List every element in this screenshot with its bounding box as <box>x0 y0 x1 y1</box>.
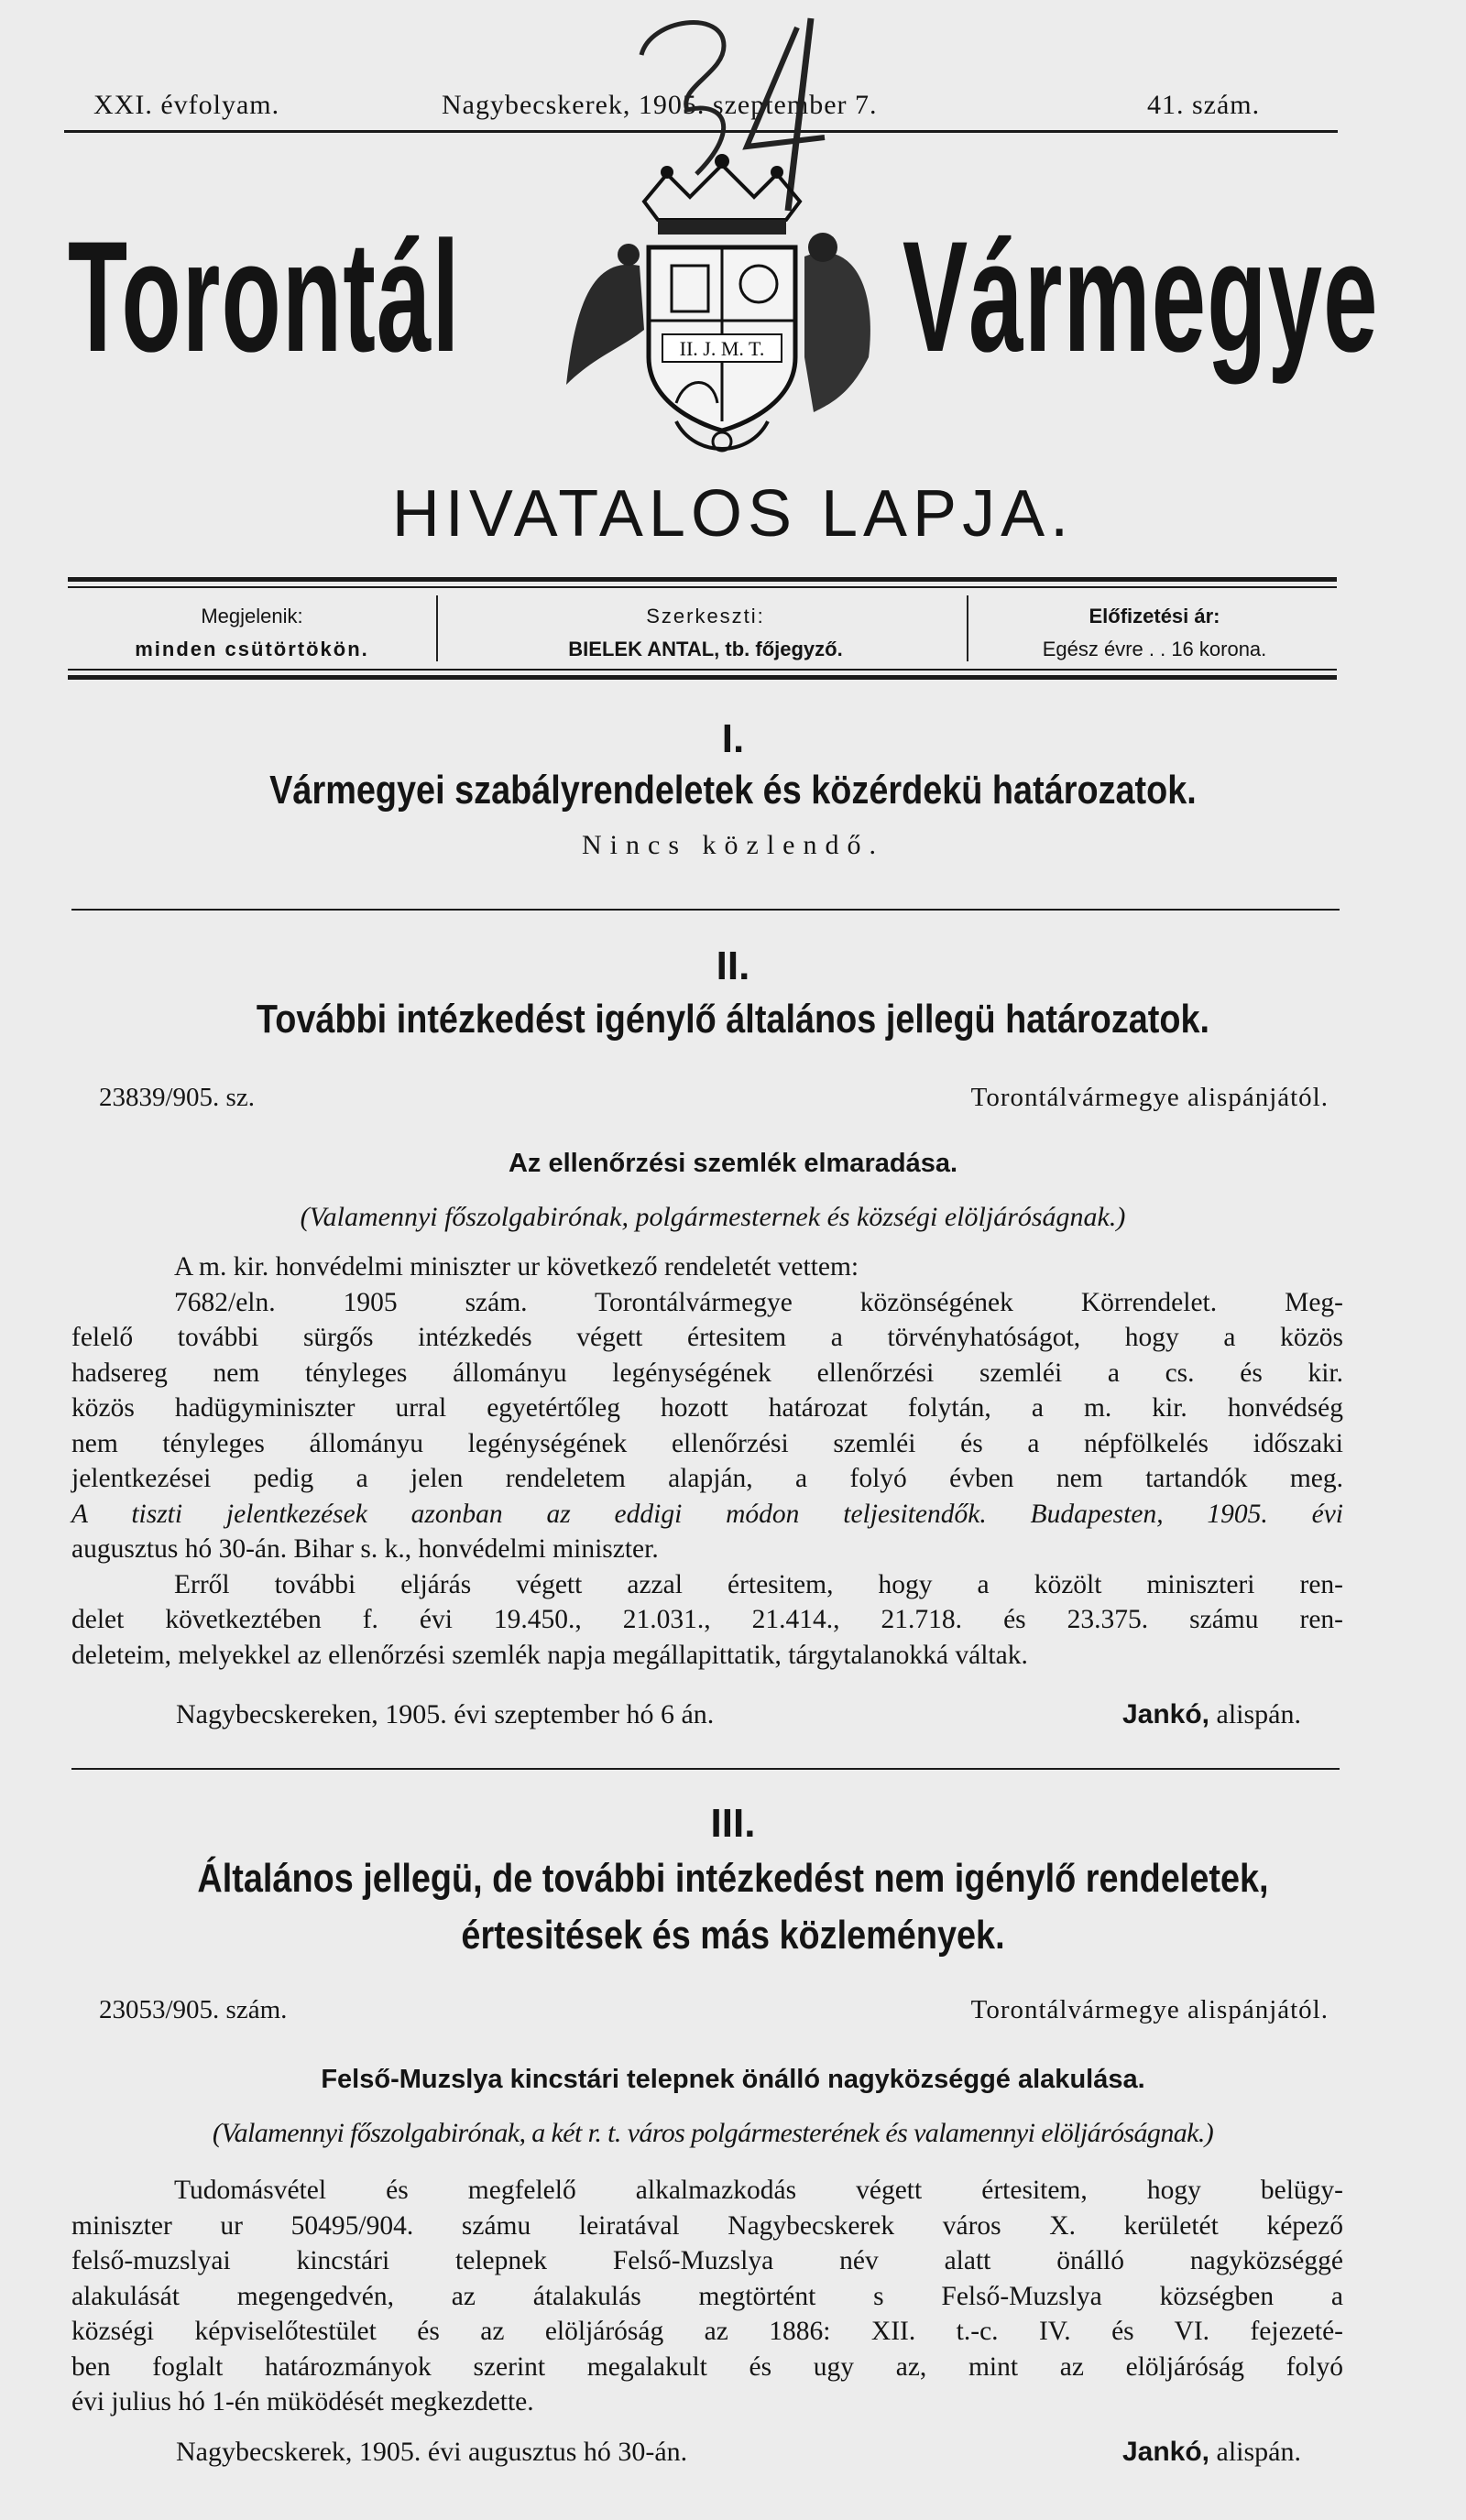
section-3-addressee: (Valamennyi főszolgabirónak, a két r. t. város polgármesterének és valamennyi elöljáróságnak.) <box>212 2118 1214 2148</box>
section-3-line: Tudomásvétel és megfelelő alkalmazkodás végett értesitem, hogy belügy- <box>174 2176 1343 2205</box>
section-2-notice-title: Az ellenőrzési szemlék elmaradása. <box>508 1149 958 1178</box>
section-1-number: I. <box>721 716 745 761</box>
info-editor-value: BIELEK ANTAL, tb. főjegyző. <box>568 638 843 660</box>
section-3-line: ben foglalt határozmányok szerint megalakult és ugy az, mint az elöljáróság folyó <box>71 2351 1343 2382</box>
coat-of-arms-emblem <box>539 147 905 467</box>
section-3-line: miniszter ur 50495/904. számu leiratával Nagybecskerek város X. kerületét képező <box>71 2210 1343 2241</box>
section-3-notice-title: Felső-Muzslya kincstári telepnek önálló nagyközséggé alakulása. <box>321 2065 1145 2094</box>
section-2-signer <box>1122 1699 1301 1730</box>
section-3-sign-place: Nagybecskerek, 1905. évi augusztus hó 30-án. <box>176 2437 688 2467</box>
section-2-signature <box>176 1699 1301 1730</box>
section-2-line: Erről további eljárás végett azzal értesitem, hogy a közölt miniszteri ren- <box>174 1569 1343 1599</box>
section-2-line: nem tényleges állományu legénységének ellenőrzési szemléi és a népfölkelés időszaki <box>71 1428 1343 1458</box>
info-editor-label: Szerkeszti: <box>646 605 765 627</box>
section-1-note: Nincs közlendő. <box>582 830 884 860</box>
subtitle: HIVATALOS LAPJA. <box>391 477 1075 551</box>
section-3-line: felső-muzslyai kincstári telepnek Felső-Muzslya név alatt önálló nagyközséggé <box>71 2246 1343 2275</box>
section-2-reference: 23839/905. sz. <box>99 1083 255 1112</box>
info-rule-top-thin <box>68 586 1337 588</box>
section-2-sign-title: alispán. <box>1216 1699 1301 1729</box>
section-2-line: augusztus hó 30-án. Bihar s. k., honvédelmi miniszter. <box>71 1534 659 1564</box>
info-publication-value: minden csütörtökön. <box>135 638 369 660</box>
info-separator-1 <box>436 595 438 661</box>
section-2-line: hadsereg nem tényleges állományu legénységének ellenőrzési szemléi a cs. és kir. <box>71 1358 1343 1388</box>
section-3-line: alakulását megengedvén, az átalakulás megtörtént s Felső-Muzslya községben a <box>71 2281 1343 2311</box>
crest-initials: II. J. M. T. <box>679 337 765 360</box>
info-rule-top <box>68 577 1337 582</box>
info-rule-bottom <box>68 675 1337 680</box>
section-2-sign-name: Jankó, <box>1121 1699 1210 1729</box>
info-subscription <box>980 600 1329 666</box>
section-2-source: Torontálvármegye alispánjától. <box>970 1083 1329 1112</box>
title-right: Vármegye <box>903 209 1379 385</box>
section-1-title: Vármegyei szabályrendeletek és közérdekü határozatok. <box>269 768 1197 813</box>
section-3-sign-title: alispán. <box>1216 2437 1301 2467</box>
section-3-sign-name: Jankó, <box>1121 2437 1210 2467</box>
info-publication <box>82 600 421 666</box>
info-editor <box>449 600 962 666</box>
section-2-line: A m. kir. honvédelmi miniszter ur következő rendeletét vettem: <box>174 1252 859 1282</box>
section-2-title: További intézkedést igénylő általános jellegü határozatok. <box>256 997 1210 1042</box>
info-subscription-value: Egész évre . . 16 korona. <box>1042 638 1267 660</box>
section-3-title-line1: Általános jellegü, de további intézkedést nem igénylő rendeletek, <box>197 1856 1269 1901</box>
section-divider-1 <box>71 909 1340 911</box>
section-divider-2 <box>71 1768 1340 1770</box>
section-2-line: delet következtében f. évi 19.450., 21.031., 21.414., 21.718. és 23.375. számu ren- <box>71 1605 1343 1634</box>
section-3-body <box>71 2173 1343 2420</box>
section-2-line: jelentkezései pedig a jelen rendeletem alapján, a folyó évben nem tartandók meg. <box>71 1464 1343 1493</box>
info-rule-bottom-thin <box>68 669 1337 671</box>
section-3-number: III. <box>710 1801 756 1846</box>
section-3-signer <box>1122 2437 1301 2468</box>
section-2-number: II. <box>716 944 750 988</box>
section-2-line: A tiszti jelentkezések azonban az eddigi módon teljesitendők. Budapesten, 1905. évi <box>71 1499 1343 1529</box>
info-subscription-label: Előfizetési ár: <box>1089 605 1220 627</box>
date-line: Nagybecskerek, 1905. szeptember 7. <box>442 90 878 120</box>
section-2-line: közös hadügyminiszter urral egyetértőleg hozott határozat folytán, a m. kir. honvédség <box>71 1393 1343 1423</box>
section-3-signature <box>176 2437 1301 2468</box>
section-3-source: Torontálvármegye alispánjától. <box>970 1995 1329 2024</box>
volume-label: XXI. évfolyam. <box>93 90 280 120</box>
title-left: Torontál <box>68 209 461 385</box>
section-2-line: deleteim, melyekkel az ellenőrzési szemlék napja megállapittatik, tárgytalanokká váltak. <box>71 1640 1028 1670</box>
info-publication-label: Megjelenik: <box>201 605 303 627</box>
info-separator-2 <box>967 595 968 661</box>
issue-number: 41. szám. <box>1147 90 1261 120</box>
section-2-sign-place: Nagybecskereken, 1905. évi szeptember hó 6 án. <box>176 1699 715 1729</box>
section-3-reference: 23053/905. szám. <box>99 1995 288 2024</box>
section-2-body <box>71 1249 1343 1673</box>
section-3-line: évi julius hó 1-én müködését megkezdette. <box>71 2387 534 2416</box>
section-2-addressee: (Valamennyi főszolgabirónak, polgármesternek és községi elöljáróságnak.) <box>300 1202 1126 1232</box>
section-2-line: felelő további sürgős intézkedés végett értesitem a törvényhatóságot, hogy a közös <box>71 1323 1343 1352</box>
section-3-title-line2: értesitések és más közlemények. <box>461 1913 1005 1958</box>
section-3-line: községi képviselőtestület és az elöljáróság az 1886: XII. t.-c. IV. és VI. fejezeté- <box>71 2317 1343 2346</box>
section-2-line: 7682/eln. 1905 szám. Torontálvármegye közönségének Körrendelet. Meg- <box>174 1287 1343 1317</box>
